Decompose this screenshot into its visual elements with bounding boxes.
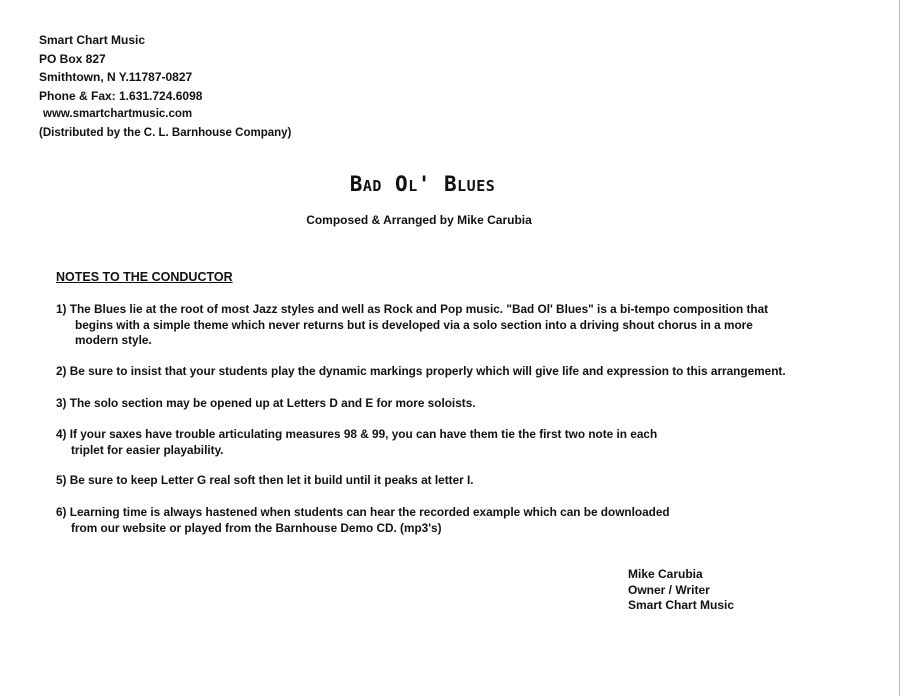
- note-1-line-1: 1) The Blues lie at the root of most Jazz styles and well as Rock and Pop music. "Bad Ol' Blues" is a bi-tempo composition that: [56, 302, 769, 316]
- note-1-line-3: modern style.: [75, 333, 152, 347]
- note-2-line-1: 2) Be sure to insist that your students play the dynamic markings properly which will give life and expression to this arrangement.: [56, 364, 786, 378]
- signature-block: [628, 567, 734, 614]
- note-5: [56, 473, 474, 489]
- publisher-distribution: (Distributed by the C. L. Barnhouse Company): [39, 126, 292, 139]
- note-3: [56, 396, 476, 412]
- publisher-name: Smart Chart Music: [39, 33, 146, 47]
- note-4-line-2: triplet for easier playability.: [71, 442, 224, 457]
- note-1-line-2: begins with a simple theme which never returns but is developed via a solo section into a driving shout chorus in a more: [75, 317, 753, 332]
- publisher-city: Smithtown, N Y.11787-0827: [39, 70, 193, 84]
- note-4: [56, 427, 657, 458]
- signature-role: Owner / Writer: [628, 582, 710, 597]
- note-6-line-2: from our website or played from the Barnhouse Demo CD. (mp3's): [71, 520, 442, 535]
- signature-company: Smart Chart Music: [628, 598, 735, 612]
- note-6-line-1: 6) Learning time is always hastened when students can hear the recorded example which can be downloaded: [56, 505, 670, 519]
- publisher-address: [39, 31, 291, 142]
- note-1: [56, 302, 768, 349]
- publisher-po-box: PO Box 827: [39, 51, 106, 66]
- note-4-line-1: 4) If your saxes have trouble articulating measures 98 & 99, you can have them tie the first two note in each: [56, 427, 658, 441]
- signature-name: Mike Carubia: [628, 567, 703, 581]
- composer-credit: Composed & Arranged by Mike Carubia: [306, 213, 532, 227]
- notes-heading: NOTES TO THE CONDUCTOR: [56, 270, 233, 284]
- note-2: [56, 364, 786, 380]
- publisher-website: www.smartchartmusic.com: [43, 108, 193, 120]
- note-5-line-1: 5) Be sure to keep Letter G real soft then let it build until it peaks at letter I.: [56, 473, 474, 487]
- publisher-phone: Phone & Fax: 1.631.724.6098: [39, 88, 203, 103]
- piece-title: Bad Ol' Blues: [349, 172, 496, 196]
- note-6: [56, 505, 670, 536]
- note-3-line-1: 3) The solo section may be opened up at Letters D and E for more soloists.: [56, 396, 476, 410]
